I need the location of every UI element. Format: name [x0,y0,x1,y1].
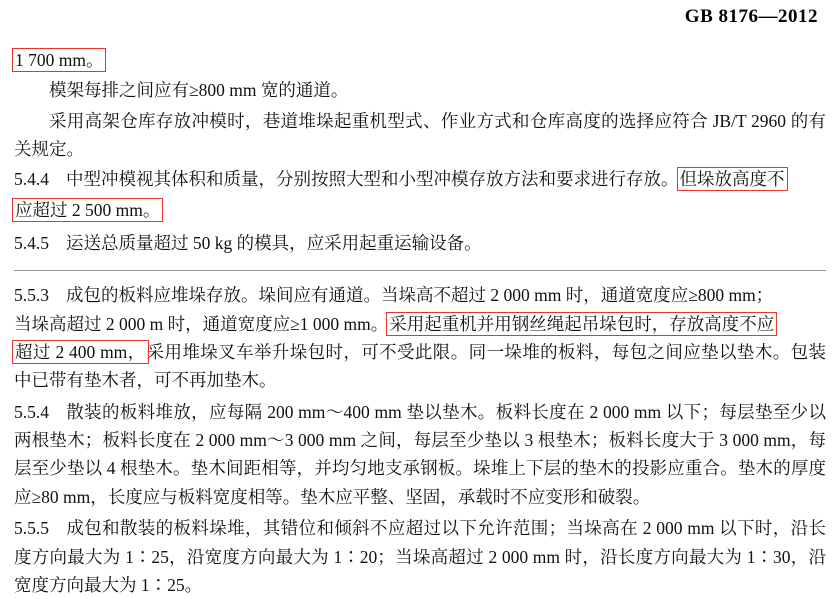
clause-5-5-5-text: 成包和散装的板料垛堆，其错位和倾斜不应超过以下允许范围；当垛高在 2 000 mm 以下时，沿长度方向最大为 1∶25，沿宽度方向最大为 1∶20；当垛高超过 2 000 mm 时，沿长度方向最大为 1∶30，沿宽度方向最大为 1∶25。 [14,518,826,595]
clause-number-5-5-4: 5.5.4 [14,401,49,422]
clause-number-5-4-4: 5.4.4 [14,169,49,190]
clause-5-5-3 [14,281,826,309]
highlight-5-4-4-b: 应超过 2 500 mm。 [15,199,161,220]
clause-5-4-4-cont [14,196,826,224]
highlight-5-5-3-b: 超过 2 400 mm， [15,342,146,363]
clause-number-5-5-5: 5.5.5 [14,518,49,539]
continued-line [14,46,826,74]
clause-5-5-5 [14,514,826,599]
section-5-5-block [14,281,826,599]
clause-5-5-3-line3 [14,338,826,395]
highlight-5-4-4-a: 但垛放高度不 [679,169,785,190]
clause-5-4-4-text: 中型冲模视其体积和质量，分别按照大型和小型冲模存放方法和要求进行存放。 [66,169,679,190]
standard-code-header: GB 8176—2012 [684,6,818,27]
highlight-1700mm: 1 700 mm。 [15,50,104,70]
clause-5-5-3-text-b: 当垛高超过 2 000 m 时，通道宽度应≥1 000 mm。 [14,313,389,334]
paragraph-gaojia: 采用高架仓库存放冲模时，巷道堆垛起重机型式、作业方式和仓库高度的选择应符合 JB/T 2960 的有关规定。 [14,110,826,160]
clause-5-4-5-text: 运送总质量超过 50 kg 的模具，应采用起重运输设备。 [66,233,482,254]
highlight-5-5-3-a: 采用起重机并用钢丝绳起吊垛包时，存放高度不应 [389,313,775,334]
clause-5-5-4 [14,398,826,511]
clause-5-5-3-text-a: 成包的板料应堆垛存放。垛间应有通道。当垛高不超过 2 000 mm 时，通道宽度应≥800 mm； [66,285,774,306]
clause-number-5-4-5: 5.4.5 [14,233,49,254]
clause-5-5-4-text: 散装的板料堆放，应每隔 200 mm～400 mm 垫以垫木。板料长度在 2 000 mm 以下；每层垫至少以两根垫木；板料长度在 2 000 mm～3 000 mm 之间，每层至少垫以 3 根垫木；板料长度大于 3 000 mm，每层至少垫以 4 根垫木。垫木间距相等，并均匀地支承钢板。垛堆上下层的垫木的投影应重合。垫木的厚度应≥80 mm，长度应与板料宽度相等。垫木应平整、坚固，承载时不应变形和破裂。 [14,401,826,507]
clause-5-4-4 [14,165,826,193]
clause-5-5-3-line2 [14,310,826,338]
paragraph-mojia: 模架每排之间应有≥800 mm 宽的通道。 [49,80,349,101]
clause-5-5-3-text-c: 采用堆垛叉车举升垛包时，可不受此限。同一垛堆的板料，每包之间应垫以垫木。包装中已带有垫木者，可不再加垫木。 [14,342,826,391]
clause-number-5-5-3: 5.5.3 [14,285,49,306]
clause-5-4-5 [14,229,826,257]
section-5-4-block [14,46,826,257]
section-divider [14,270,826,271]
